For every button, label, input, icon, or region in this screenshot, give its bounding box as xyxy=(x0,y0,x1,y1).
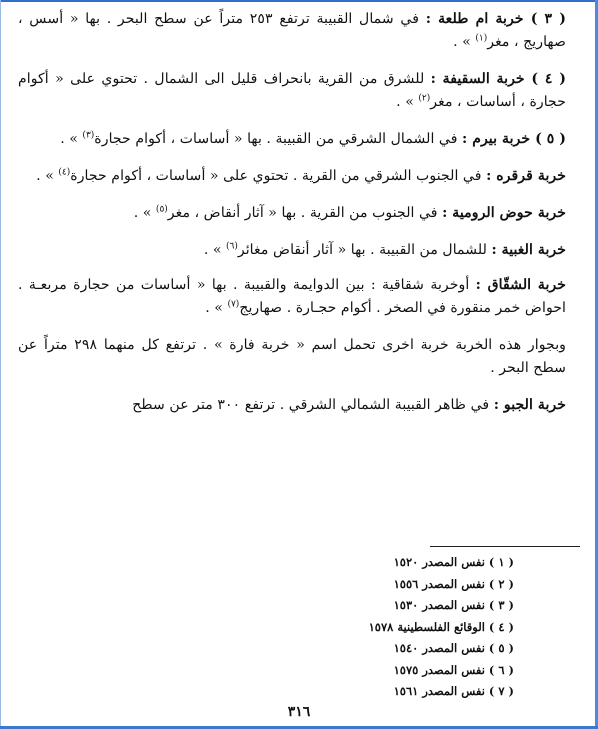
paragraph-text: للشرق من القرية بانحراف قليل الى الشمال . تحتوي على « أكوام حجارة ، أساسات ، مغر xyxy=(18,71,566,110)
paragraph-text: في ظاهر القبيبة الشمالي الشرقي . ترتفع ٣٠٠ متر عن سطح xyxy=(132,397,494,413)
paragraph-khirbet-bayram xyxy=(18,128,566,151)
paragraph-lead: خربة الغبية : xyxy=(491,242,566,258)
footnote-ref: (٣) xyxy=(82,130,95,141)
paragraph-text: في الجنوب من القرية . بها « آثار أنقاض ، مغر xyxy=(167,205,443,221)
footnote-separator xyxy=(430,546,580,547)
footnotes-list xyxy=(294,552,514,703)
paragraph-text: أوخربة شقاقية : بين الدوايمة والقبيبة . بها « أساسات من حجارة مربعـة . احواض خمر منقورة في الصخر . أكوام حجـارة . صهاريج xyxy=(18,277,566,316)
footnote-item: ( ٣ ) نفس المصدر ١٥٣٠ xyxy=(393,598,514,612)
paragraph-khirbet-fara xyxy=(18,334,566,380)
footnote-ref: (٤) xyxy=(58,167,71,178)
paragraph-tail: » . xyxy=(133,205,156,221)
window-frame-top xyxy=(0,0,598,2)
paragraph-khirbet-jabu xyxy=(18,394,566,417)
footnote-ref: (٢) xyxy=(418,93,431,104)
paragraph-khirbet-hawd-rumiya xyxy=(18,202,566,225)
footnote-item: ( ٢ ) نفس المصدر ١٥٥٦ xyxy=(393,576,514,591)
paragraph-lead: ( ٥ ) خربة بيرم : xyxy=(462,131,566,147)
paragraph-tail: » . xyxy=(396,94,419,110)
footnote-ref: (٧) xyxy=(227,299,240,310)
paragraph-lead: خربة الشقّاق : xyxy=(475,277,567,293)
footnote-ref: (٦) xyxy=(226,241,238,252)
footnote-ref: (١) xyxy=(475,33,488,44)
paragraph-tail: » . xyxy=(205,300,228,316)
paragraph-lead: خربة حوض الرومية : xyxy=(442,205,566,221)
paragraph-khirbet-um-talaa xyxy=(18,8,566,54)
footnote-item: ( ٤ ) الوقائع الفلسطينية ١٥٧٨ xyxy=(368,619,514,634)
paragraph-lead: خربة قرقره : xyxy=(486,168,566,184)
paragraph-khirbet-ghubayya xyxy=(18,239,566,262)
paragraph-tail: » . xyxy=(203,242,227,258)
window-frame-left xyxy=(0,0,1,729)
paragraph-khirbet-shuqqaq xyxy=(18,274,566,320)
footnote-item: ( ٦ ) نفس المصدر ١٥٧٥ xyxy=(393,662,514,677)
paragraph-tail: » . xyxy=(453,34,476,50)
paragraph-text: وبجوار هذه الخربة خربة اخرى تحمل اسم « خربة فارة » . ترتفع كل منهما ٢٩٨ متراً عن سطح البحر . xyxy=(18,337,567,376)
paragraph-tail: » . xyxy=(60,131,83,147)
page-number: ٣١٦ xyxy=(287,704,311,720)
footnote-item: ( ١ ) نفس المصدر ١٥٢٠ xyxy=(393,555,514,569)
paragraph-text: في الجنوب الشرقي من القرية . تحتوي على « أساسات ، أكوام حجارة xyxy=(70,168,487,184)
paragraph-text: في الشمال الشرقي من القبيبة . بها « أساسات ، أكوام حجارة xyxy=(94,131,463,147)
paragraph-text: في شمال القبيبة ترتفع ٢٥٣ متراً عن سطح البحر . بها « أسس ، صهاريج ، مغر xyxy=(18,11,566,50)
footnote-ref: (٥) xyxy=(155,204,168,215)
paragraph-text: للشمال من القبيبة . بها « آثار أنقاض مغائر xyxy=(237,242,492,258)
paragraph-khirbet-saqifa xyxy=(18,68,566,114)
paragraph-khirbet-qarqara xyxy=(18,165,566,188)
paragraph-lead: ( ٤ ) خربة السقيفة : xyxy=(430,71,566,87)
footnote-item: ( ٥ ) نفس المصدر ١٥٤٠ xyxy=(393,641,514,655)
footnote-item: ( ٧ ) نفس المصدر ١٥٦١ xyxy=(393,684,514,698)
paragraph-tail: » . xyxy=(36,168,59,184)
paragraph-lead: ( ٣ ) خربة ام طلعة : xyxy=(425,11,566,27)
paragraph-lead: خربة الجبو : xyxy=(493,397,566,413)
